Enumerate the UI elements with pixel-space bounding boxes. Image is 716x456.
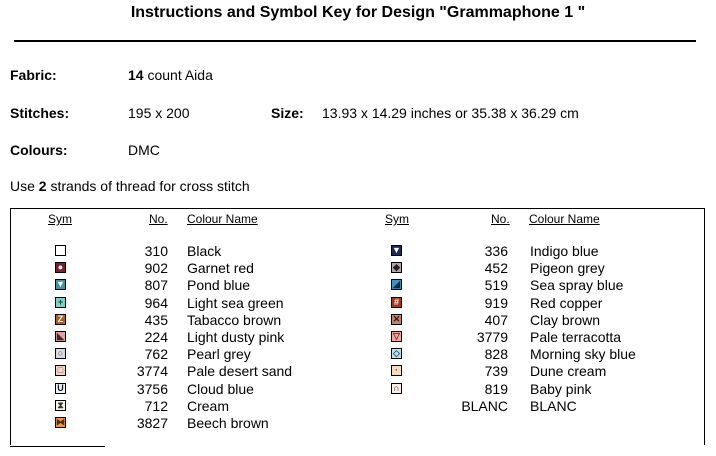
colour-name: Cream — [187, 398, 230, 414]
colour-name: Red copper — [530, 295, 603, 311]
colours-value: DMC — [128, 142, 160, 158]
colour-number: 336 — [484, 243, 508, 259]
note-post: strands of thread for cross stitch — [46, 178, 250, 194]
circle-icon: ● — [55, 262, 66, 273]
colour-name: Pale desert sand — [187, 363, 293, 379]
ring-icon: ○ — [55, 348, 66, 359]
table-row — [0, 329, 716, 346]
shield-icon: ▼ — [392, 245, 401, 255]
size-value: 13.93 x 14.29 inches or 35.38 x 36.29 cm — [322, 105, 579, 121]
colour-number: 807 — [144, 277, 168, 293]
colour-number: 407 — [484, 312, 508, 328]
u-shape-icon: U — [55, 383, 66, 394]
colour-name: Sea spray blue — [530, 277, 624, 293]
header-no-right: No. — [491, 212, 510, 226]
colour-name: Tabacco brown — [187, 312, 282, 328]
table-row — [0, 277, 716, 294]
header-name-left: Colour Name — [187, 212, 258, 226]
colour-name: Pale terracotta — [530, 329, 622, 345]
colour-name: Pigeon grey — [530, 260, 605, 276]
bowtie-icon: ⧓ — [56, 417, 65, 427]
stitches-label: Stitches: — [10, 105, 70, 121]
hash-icon: # — [391, 297, 402, 308]
table-row — [0, 260, 716, 277]
corner-triangle-icon: ◣ — [55, 331, 66, 342]
table-row — [0, 295, 716, 312]
colour-number: 452 — [484, 260, 508, 276]
plus-icon: + — [55, 297, 66, 308]
triangle-outline-icon: ▽ — [391, 331, 402, 342]
arch-icon: ∩ — [391, 383, 402, 394]
colour-name: Black — [187, 243, 222, 259]
dot-icon: · — [391, 365, 402, 376]
header-sym-left: Sym — [48, 212, 72, 226]
colour-number: BLANC — [461, 398, 508, 414]
fabric-count: 14 — [128, 67, 144, 83]
colour-number: 902 — [144, 260, 168, 276]
colour-number: 3827 — [136, 415, 168, 431]
colour-number: 435 — [144, 312, 168, 328]
colour-number: 964 — [144, 295, 168, 311]
header-sym-right: Sym — [385, 212, 409, 226]
table-row — [0, 363, 716, 380]
table-row — [0, 381, 716, 398]
page-title: Instructions and Symbol Key for Design "Grammaphone 1 " — [130, 4, 586, 21]
colour-number: 919 — [484, 295, 508, 311]
header-name-right: Colour Name — [529, 212, 600, 226]
table-row — [0, 312, 716, 329]
colour-name: BLANC — [530, 398, 577, 414]
colour-number: 828 — [484, 346, 508, 362]
colour-name: Clay brown — [530, 312, 601, 328]
colour-name: Cloud blue — [187, 381, 254, 397]
fabric-type: count Aida — [143, 67, 213, 83]
table-row — [0, 398, 716, 415]
colour-name: Beech brown — [187, 415, 269, 431]
colour-name: Dune cream — [530, 363, 607, 379]
fabric-value — [128, 67, 213, 83]
colour-name: Morning sky blue — [530, 346, 636, 362]
table-row — [0, 346, 716, 363]
diamond-icon: ◆ — [391, 262, 402, 273]
colours-label: Colours: — [10, 142, 68, 158]
size-label: Size: — [271, 105, 304, 121]
colour-number: 3756 — [136, 381, 168, 397]
colour-name: Light sea green — [187, 295, 284, 311]
colour-name: Pond blue — [187, 277, 251, 293]
colour-number: 224 — [144, 329, 168, 345]
table-row — [0, 243, 716, 260]
header-no-left: No. — [149, 212, 168, 226]
strand-count: 2 — [38, 178, 47, 194]
colour-number: 819 — [484, 381, 508, 397]
fabric-label: Fabric: — [10, 67, 57, 83]
colour-number: 3779 — [476, 329, 508, 345]
note-pre: Use — [10, 178, 39, 194]
table-row — [0, 415, 716, 432]
small-square-icon: □ — [55, 365, 66, 376]
colour-name: Garnet red — [187, 260, 254, 276]
colour-name: Baby pink — [530, 381, 592, 397]
diamond-outline-icon: ◇ — [391, 348, 402, 359]
colour-number: 712 — [144, 398, 168, 414]
title-divider — [14, 40, 696, 42]
colour-number: 762 — [144, 346, 168, 362]
x-icon: ✕ — [392, 314, 401, 324]
z-icon: Z — [55, 314, 66, 325]
colour-name: Light dusty pink — [187, 329, 285, 345]
hourglass-icon: ⧗ — [55, 400, 66, 411]
blank-icon — [391, 400, 402, 411]
stitches-value: 195 x 200 — [128, 105, 190, 121]
strands-note — [10, 178, 250, 194]
triangle-down-icon: ▼ — [56, 279, 65, 289]
colour-number: 3774 — [136, 363, 168, 379]
colour-number: 739 — [484, 363, 508, 379]
colour-number: 310 — [144, 243, 168, 259]
colour-number: 519 — [484, 277, 508, 293]
wedge-icon: ◢ — [391, 279, 402, 290]
table-bottom-line — [10, 446, 105, 447]
colour-name: Pearl grey — [187, 346, 251, 362]
colour-name: Indigo blue — [530, 243, 599, 259]
